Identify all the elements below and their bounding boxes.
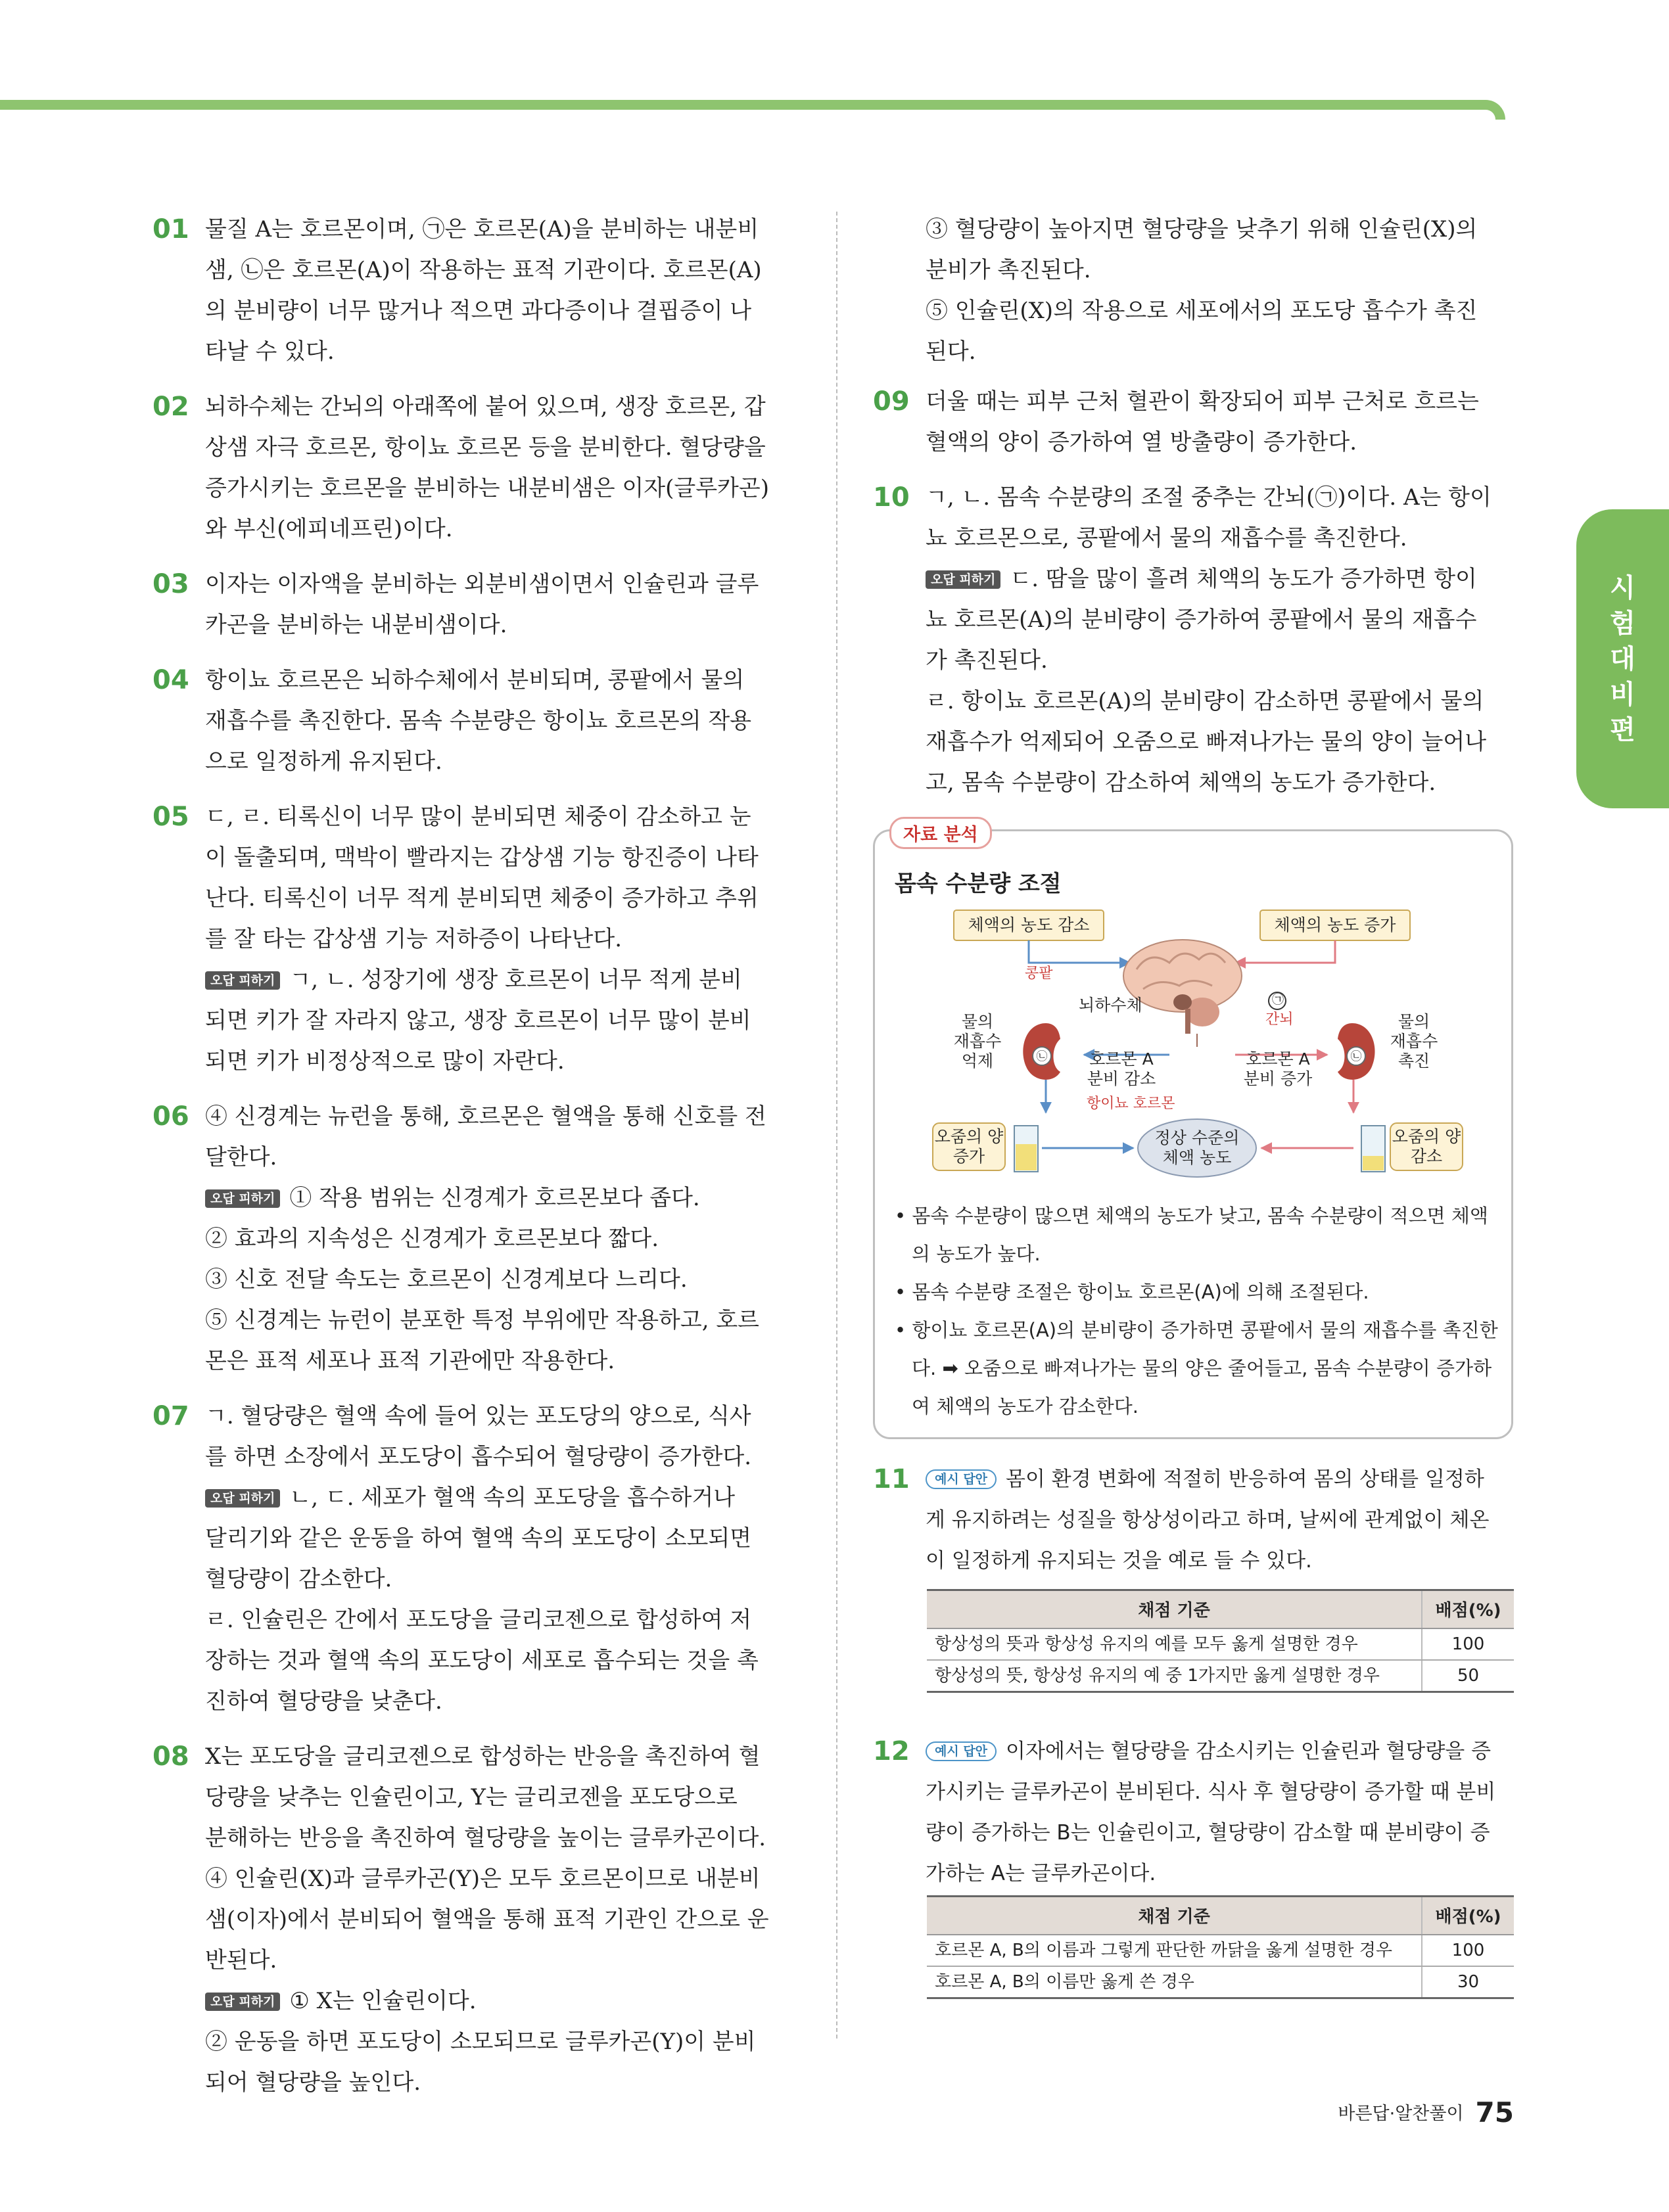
label-line: 오줌의 양 [1392,1127,1461,1146]
score-cell: 100 [1422,1935,1514,1966]
answer-line: ⑤ 신경계는 뉴런이 분포한 특정 부위에만 작용하고, 호르 [205,1307,760,1333]
table-row [927,1628,1514,1660]
score-cell: 100 [1422,1628,1514,1660]
answer-line: 당량을 낮추는 인슐린이고, Y는 글리코젠을 포도당으로 [205,1784,738,1810]
diagram-labels [893,904,1495,1193]
answer-item [873,477,1517,803]
side-tab-char: 험 [1610,608,1635,639]
answer-line: 이자는 이자액을 분비하는 외분비샘이면서 인슐린과 글루 [205,571,759,597]
label-urine-decrease [1390,1127,1463,1166]
criteria-cell: 항상성의 뜻, 항상성 유지의 예 중 1가지만 옳게 설명한 경우 [927,1660,1422,1692]
answer-line: ㄹ. 항이뇨 호르몬(A)의 분비량이 감소하면 콩팥에서 물의 [926,688,1484,714]
answer-item [873,381,1517,463]
answer-line: 샘(이자)에서 분비되어 혈액을 통해 표적 기관인 간으로 운 [205,1906,769,1933]
answer-item [153,660,797,782]
top-border-line [0,100,1505,120]
answer-number: 06 [153,1101,189,1132]
answer-line [205,1178,797,1218]
answer-line: 으로 일정하게 유지된다. [205,749,442,775]
question-12 [873,1731,1517,1908]
answer-line: 가 촉진된다. [926,647,1048,674]
answer-number: 08 [153,1741,189,1772]
answer-number: 07 [153,1401,189,1431]
analysis-label: 자료 분석 [889,817,992,849]
score-cell: 50 [1422,1660,1514,1692]
answer-line: 재흡수가 억제되어 오줌으로 빠져나가는 물의 양이 늘어나 [926,729,1487,755]
answer-number: 01 [153,214,189,244]
answer-line: 달한다. [205,1144,277,1170]
answer-line: 증가시키는 호르몬을 분비하는 내분비샘은 이자(글루카곤) [205,475,770,501]
answer-line: ④ 신경계는 뉴런을 통해, 호르몬은 혈액을 통해 신호를 전 [205,1103,766,1130]
page-number: 75 [1475,2096,1514,2129]
page-footer [1338,2096,1514,2129]
side-tab-char: 대 [1610,643,1635,674]
answer-line: 카곤을 분비하는 내분비샘이다. [205,612,507,638]
table-header-score: 배점(%) [1422,1590,1514,1628]
criteria-cell: 호르몬 A, B의 이름과 그렇게 판단한 까닭을 옳게 설명한 경우 [927,1935,1422,1966]
label-line: 촉진 [1398,1051,1430,1071]
answer-line: ㄱ, ㄴ. 몸속 수분량의 조절 중추는 간뇌(㉠)이다. A는 항이 [926,484,1492,511]
answer-line: 를 하면 소장에서 포도당이 흡수되어 혈당량이 증가한다. [205,1444,752,1470]
answer-line: 뇨 호르몬(A)의 분비량이 증가하여 콩팥에서 물의 재흡수 [926,607,1477,633]
label-hormone-a-decrease [1079,1049,1164,1089]
answer-line: 뇨 호르몬으로, 콩팥에서 물의 재흡수를 촉진한다. [926,525,1407,551]
label-line: 재흡수 [953,1032,1002,1051]
answer-line: X는 포도당을 글리코젠으로 합성하는 반응을 촉진하여 혈 [205,1743,761,1770]
label-urine-increase [933,1127,1005,1166]
answer-line: 이 돌출되며, 맥박이 빨라지는 갑상샘 기능 항진증이 나타 [205,844,759,871]
label-adh: 항이뇨 호르몬 [1087,1095,1175,1112]
answer-line: 를 잘 타는 갑상샘 기능 저하증이 나타난다. [205,926,622,952]
answer-line: 량이 증가하는 B는 인슐린이고, 혈당량이 감소할 때 분비량이 증 [926,1821,1490,1845]
analysis-bullets [895,1197,1503,1425]
label-line: 억제 [961,1051,994,1071]
side-tab [1576,509,1669,808]
wrong-avoid-text: ㄷ. 땀을 많이 흘려 체액의 농도가 증가하면 항이 [1010,566,1477,592]
answer-line: 더울 때는 피부 근처 혈관이 확장되어 피부 근처로 흐르는 [926,388,1479,415]
answer-line: 되면 키가 잘 자라지 않고, 생장 호르몬이 너무 많이 분비 [205,1007,751,1034]
answer-number: 03 [153,569,189,599]
answer-line: ③ 혈당량이 높아지면 혈당량을 낮추기 위해 인슐린(X)의 [926,216,1478,242]
label-concentration-decrease: 체액의 농도 감소 [968,915,1090,934]
answer-line: 분비가 촉진된다. [926,257,1091,283]
table-header-criteria: 채점 기준 [927,1897,1422,1935]
answer-line [205,1981,797,2021]
wrong-avoid-tag: 오답 피하기 [205,1993,280,2011]
answer-text: 몸이 환경 변화에 적절히 반응하여 몸의 상태를 일정하 [1006,1467,1484,1491]
label-line: 재흡수 [1390,1032,1438,1051]
answer-line: 달리기와 같은 운동을 하여 혈액 속의 포도당이 소모되면 [205,1525,752,1552]
answer-number: 12 [873,1736,910,1766]
answer-line: ⑤ 인슐린(X)의 작용으로 세포에서의 포도당 흡수가 촉진 [926,298,1478,324]
answer-line: 게 유지하려는 성질을 항상성이라고 하며, 날씨에 관계없이 체온 [926,1508,1490,1532]
answer-line: 진하여 혈당량을 낮춘다. [205,1688,442,1715]
wrong-avoid-tag: 오답 피하기 [205,1489,280,1508]
answer-line: 물질 A는 호르몬이며, ㉠은 호르몬(A)을 분비하는 내분비 [205,216,759,242]
label-line: 오줌의 양 [934,1127,1004,1146]
answer-line: 몬은 표적 세포나 표적 기관에만 작용한다. [205,1348,615,1374]
answer-line: 와 부신(에피네프린)이다. [205,516,453,542]
answer-line: 혈액의 양이 증가하여 열 방출량이 증가한다. [926,429,1357,455]
label-hypothalamus: 간뇌 [1265,1011,1294,1028]
data-analysis-box [873,825,1513,1439]
left-column [153,209,797,2117]
answer-line: 상샘 자극 호르몬, 항이뇨 호르몬 등을 분비한다. 혈당량을 [205,434,766,461]
answer-line: ㄱ. 혈당량은 혈액 속에 들어 있는 포도당의 양으로, 식사 [205,1403,751,1429]
answer-line: 난다. 티록신이 너무 적게 분비되면 체중이 증가하고 추위 [205,885,759,911]
answer-line [205,1477,797,1518]
wrong-avoid-text: ㄴ, ㄷ. 세포가 혈액 속의 포도당을 흡수하거나 [289,1485,736,1511]
answer-item [153,1396,797,1722]
label-line: 정상 수준의 [1154,1128,1240,1147]
answer-line: 의 분비량이 너무 많거나 적으면 과다증이나 결핍증이 나 [205,298,752,324]
analysis-bullet: • 몸속 수분량 조절은 항이뇨 호르몬(A)에 의해 조절된다. [895,1281,1369,1303]
answer-item [873,1731,1517,1894]
answer-item [153,209,797,372]
side-tab-char: 시 [1610,572,1635,603]
label-hormone-a-increase [1235,1049,1321,1089]
table-row [927,1935,1514,1966]
answer-number: 05 [153,802,189,832]
label-reabsorption-suppressed [951,1012,1004,1071]
right-column [873,381,1517,818]
label-line: 호르몬 A [1246,1049,1310,1069]
side-tab-char: 편 [1610,714,1635,745]
answer-line: ② 운동을 하면 포도당이 소모되므로 글루카곤(Y)이 분비 [205,2029,756,2055]
table-header-score: 배점(%) [1422,1897,1514,1935]
label-line: 호르몬 A [1089,1049,1154,1069]
answer-line: ㄹ. 인슐린은 간에서 포도당을 글리코젠으로 합성하여 저 [205,1607,752,1633]
answer-number: 04 [153,665,189,695]
answer-item [873,1459,1517,1581]
scoring-table-12 [927,1895,1514,1999]
example-answer-tag: 예시 답안 [926,1469,997,1489]
criteria-cell: 항상성의 뜻과 항상성 유지의 예를 모두 옳게 설명한 경우 [927,1628,1422,1660]
analysis-title: 몸속 수분량 조절 [895,871,1062,897]
answer-line [926,559,1517,599]
label-line: 분비 증가 [1243,1069,1313,1088]
label-line: 물의 [961,1012,994,1031]
answer-line [205,959,797,1000]
analysis-bullet: • 몸속 수분량이 많으면 체액의 농도가 낮고, 몸속 수분량이 적으면 체액의 농도가 높다. [895,1205,1488,1265]
answer-text: 이자에서는 혈당량을 감소시키는 인슐린과 혈당량을 증 [1006,1740,1492,1763]
answer-line: 된다. [926,338,976,365]
answer-line: ③ 신호 전달 속도는 호르몬이 신경계보다 느리다. [205,1266,688,1293]
label-line: 체액 농도 [1162,1148,1232,1167]
label-reabsorption-promoted [1388,1012,1440,1071]
table-row [927,1966,1514,1998]
right-column-continuation [926,209,1517,372]
answer-line [926,1731,1517,1772]
wrong-avoid-text: ① X는 인슐린이다. [289,1988,477,2014]
wrong-avoid-text: ① 작용 범위는 신경계가 호르몬보다 좁다. [289,1185,700,1211]
column-divider [836,212,837,2039]
wrong-avoid-text: ㄱ, ㄴ. 성장기에 생장 호르몬이 너무 적게 분비 [289,967,742,993]
svg-text:㉡: ㉡ [1036,1050,1048,1063]
answer-number: 11 [873,1464,910,1494]
answer-number: 09 [873,386,910,417]
footer-text: 바른답·알찬풀이 [1338,2104,1464,2124]
answer-line: 가하는 A는 글루카곤이다. [926,1862,1156,1885]
answer-line: 되면 키가 비정상적으로 많이 자란다. [205,1048,565,1074]
label-pituitary: 뇌하수체 [1079,996,1142,1015]
answer-line: 가시키는 글루카곤이 분비된다. 식사 후 혈당량이 증가할 때 분비 [926,1780,1496,1804]
answer-line: 타날 수 있다. [205,338,335,365]
scoring-table-11 [927,1589,1514,1693]
answer-line: 샘, ㉡은 호르몬(A)이 작용하는 표적 기관이다. 호르몬(A) [205,257,762,283]
label-circle-a: ㉠ [1272,993,1284,1007]
side-tab-char: 비 [1610,679,1635,710]
answer-line: 장하는 것과 혈액 속의 포도당이 세포로 흡수되는 것을 촉 [205,1647,759,1674]
answer-item [153,1096,797,1381]
example-answer-tag: 예시 답안 [926,1741,997,1761]
label-line: 분비 감소 [1087,1069,1156,1088]
table-row [927,1660,1514,1692]
answer-line: 되어 혈당량을 높인다. [205,2069,421,2096]
answer-item [153,796,797,1082]
answer-line: ㄷ, ㄹ. 티록신이 너무 많이 분비되면 체중이 감소하고 눈 [205,804,751,830]
answer-number: 10 [873,482,910,513]
label-line: 물의 [1398,1012,1430,1031]
answer-number: 02 [153,392,189,422]
table-header-criteria: 채점 기준 [927,1590,1422,1628]
answer-line: ② 효과의 지속성은 신경계가 호르몬보다 짧다. [205,1226,659,1252]
question-11 [873,1459,1517,1596]
wrong-avoid-tag: 오답 피하기 [205,971,280,990]
answer-item [153,1736,797,2103]
answer-line: 혈당량이 감소한다. [205,1566,392,1592]
score-cell: 30 [1422,1966,1514,1998]
answer-item [153,564,797,645]
answer-line: ④ 인슐린(X)과 글루카곤(Y)은 모두 호르몬이므로 내분비 [205,1866,761,1892]
label-line: 감소 [1410,1147,1443,1166]
label-concentration-increase: 체액의 농도 증가 [1274,915,1396,934]
wrong-avoid-tag: 오답 피하기 [926,570,1000,589]
answer-line [926,1459,1517,1500]
answer-item [153,386,797,549]
answer-line: 이 일정하게 유지되는 것을 예로 들 수 있다. [926,1549,1312,1573]
answer-line: 고, 몸속 수분량이 감소하여 체액의 농도가 증가한다. [926,770,1436,796]
label-normal-concentration [1138,1128,1256,1168]
label-line: 증가 [952,1147,985,1166]
answer-line: 재흡수를 촉진한다. 몸속 수분량은 항이뇨 호르몬의 작용 [205,708,752,734]
analysis-bullet: • 항이뇨 호르몬(A)의 분비량이 증가하면 콩팥에서 물의 재흡수를 촉진한다. ➡ 오줌으로 빠져나가는 물의 양은 줄어들고, 몸속 수분량이 증가하여 체액의 농도가 감소한다. [895,1319,1498,1417]
answer-line: 항이뇨 호르몬은 뇌하수체에서 분비되며, 콩팥에서 물의 [205,667,745,693]
wrong-avoid-tag: 오답 피하기 [205,1189,280,1208]
answer-line: 뇌하수체는 간뇌의 아래쪽에 붙어 있으며, 생장 호르몬, 갑 [205,394,766,420]
answer-line: 반된다. [205,1947,277,1973]
svg-text:㉡: ㉡ [1350,1050,1362,1063]
criteria-cell: 호르몬 A, B의 이름만 옳게 쓴 경우 [927,1966,1422,1998]
answer-line: 분해하는 반응을 촉진하여 혈당량을 높이는 글루카곤이다. [205,1825,766,1851]
label-kidney: 콩팥 [1025,965,1053,982]
